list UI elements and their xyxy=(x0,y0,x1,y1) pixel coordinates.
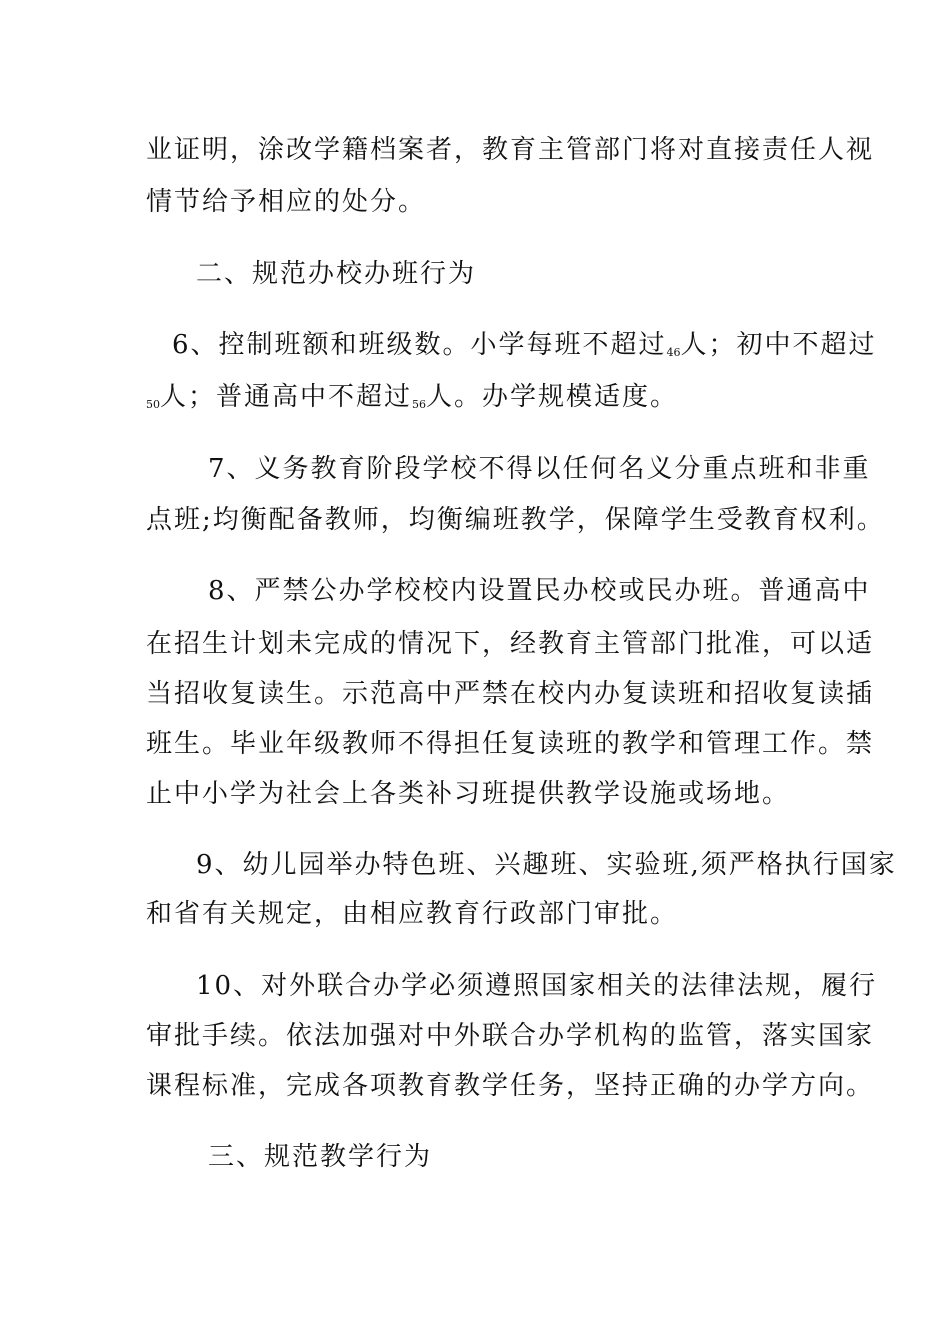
text-line: 课程标准，完成各项教育教学任务，坚持正确的办学方向。 xyxy=(146,1071,875,1101)
text-line: 8、严禁公办学校校内设置民办校或民办班。普通高中 xyxy=(208,576,871,606)
text-line: 10、对外联合办学必须遵照国家相关的法律法规，履行 xyxy=(196,971,878,1001)
class-size-number: 56 xyxy=(412,398,427,411)
text-line: 止中小学为社会上各类补习班提供教学设施或场地。 xyxy=(146,779,791,809)
text-fragment: 人；普通高中不超过 xyxy=(160,382,413,412)
text-line: 在招生计划未完成的情况下，经教育主管部门批准，可以适 xyxy=(146,629,875,659)
section-heading: 二、规范办校办班行为 xyxy=(196,259,477,289)
text-line: 业证明，涂改学籍档案者，教育主管部门将对直接责任人视 xyxy=(146,135,875,165)
text-line: 当招收复读生。示范高中严禁在校内办复读班和招收复读插 xyxy=(146,679,875,709)
text-line xyxy=(172,328,877,370)
class-size-number: 50 xyxy=(146,398,160,411)
text-line: 班生。毕业年级教师不得担任复读班的教学和管理工作。禁 xyxy=(146,729,875,759)
class-size-number: 46 xyxy=(666,346,681,359)
text-line: 情节给予相应的处分。 xyxy=(146,187,427,217)
text-line: 9、幼儿园举办特色班、兴趣班、实验班,须严格执行国家 xyxy=(196,850,897,880)
text-line: 7、义务教育阶段学校不得以任何名义分重点班和非重 xyxy=(208,454,871,484)
section-heading: 三、规范教学行为 xyxy=(208,1142,433,1172)
text-fragment: 人。办学规模适度。 xyxy=(426,382,679,412)
text-line xyxy=(146,380,678,422)
text-fragment: 人；初中不超过 xyxy=(680,330,877,360)
text-line: 和省有关规定，由相应教育行政部门审批。 xyxy=(146,899,679,929)
text-line: 审批手续。依法加强对中外联合办学机构的监管，落实国家 xyxy=(146,1021,875,1051)
text-line: 点班;均衡配备教师，均衡编班教学，保障学生受教育权利。 xyxy=(146,505,885,535)
text-fragment: 6、控制班额和班级数。小学每班不超过 xyxy=(172,330,667,360)
